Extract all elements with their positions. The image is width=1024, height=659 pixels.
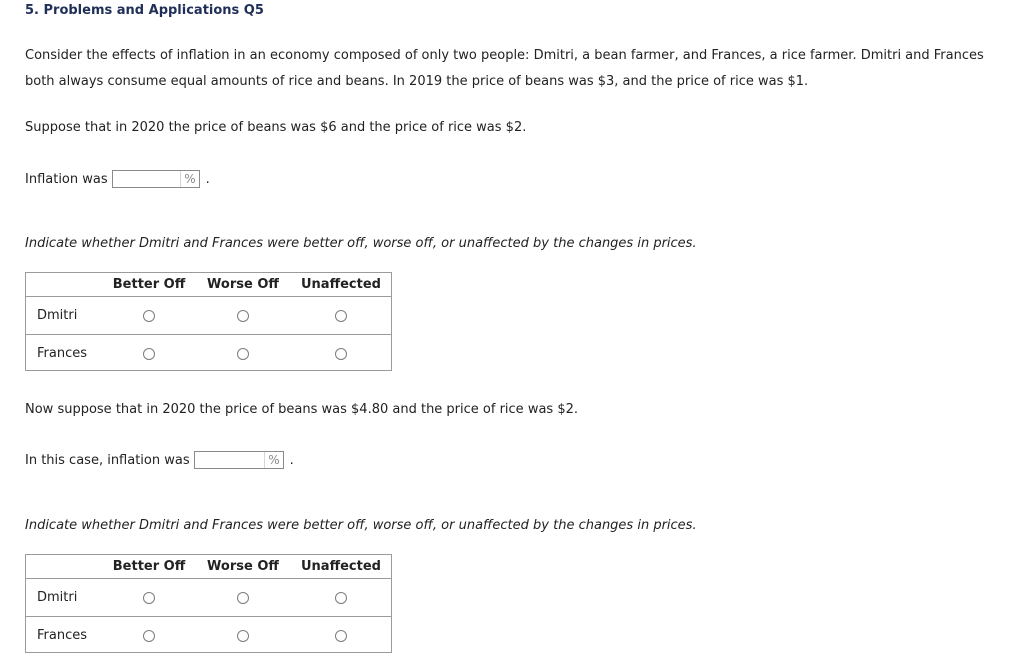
- scenario2-frances-unaffected-radio[interactable]: [335, 630, 347, 642]
- scenario2-row-frances: [26, 616, 391, 654]
- scenario2-dmitri-unaffected-radio[interactable]: [335, 592, 347, 604]
- scenario2-row-dmitri: [26, 579, 391, 616]
- scenario1-frances-unaffected-radio[interactable]: [335, 348, 347, 360]
- scenario2-grid-header: [26, 555, 391, 579]
- scenario2-dmitri-worse-off-radio[interactable]: [237, 592, 249, 604]
- scenario1-period: .: [205, 171, 210, 187]
- scenario1-inflation-row: [25, 170, 210, 188]
- row-label-dmitri: Dmitri: [37, 590, 78, 605]
- row-label-frances: Frances: [37, 628, 88, 643]
- intro-paragraph: Consider the effects of inflation in an economy composed of only two people: Dmitri, a bean farmer, and Frances, a rice farmer. Dmitri and Frances both always consume equal amounts of rice and beans. In 2019 the price of beans was $3, and the price of rice was $1.: [25, 48, 984, 89]
- scenario1-inflation-label: Inflation was: [25, 171, 108, 187]
- row-label-frances: Frances: [37, 346, 88, 361]
- col-better-off: Better Off: [112, 277, 186, 292]
- col-better-off: Better Off: [112, 559, 186, 574]
- col-unaffected: Unaffected: [301, 559, 381, 574]
- scenario1-row-dmitri: [26, 297, 391, 334]
- scenario2-inflation-field[interactable]: [194, 451, 284, 469]
- scenario1-dmitri-worse-off-radio[interactable]: [237, 310, 249, 322]
- scenario1-frances-worse-off-radio[interactable]: [237, 348, 249, 360]
- problem-title: 5. Problems and Applications Q5: [25, 3, 264, 18]
- col-unaffected: Unaffected: [301, 277, 381, 292]
- scenario1-text: Suppose that in 2020 the price of beans was $6 and the price of rice was $2.: [25, 120, 527, 135]
- scenario1-percent-unit: %: [180, 171, 198, 187]
- scenario1-dmitri-unaffected-radio[interactable]: [335, 310, 347, 322]
- scenario1-instruction: Indicate whether Dmitri and Frances were better off, worse off, or unaffected by the changes in prices.: [25, 236, 697, 251]
- scenario1-row-frances: [26, 334, 391, 372]
- scenario2-text: Now suppose that in 2020 the price of beans was $4.80 and the price of rice was $2.: [25, 402, 578, 417]
- scenario2-inflation-input[interactable]: [108, 452, 264, 468]
- scenario2-frances-worse-off-radio[interactable]: [237, 630, 249, 642]
- scenario1-grid: [25, 272, 392, 371]
- scenario2-period: .: [289, 452, 294, 468]
- scenario1-frances-better-off-radio[interactable]: [143, 348, 155, 360]
- scenario1-dmitri-better-off-radio[interactable]: [143, 310, 155, 322]
- row-label-dmitri: Dmitri: [37, 308, 78, 323]
- scenario2-percent-unit: %: [264, 452, 282, 468]
- scenario2-frances-better-off-radio[interactable]: [143, 630, 155, 642]
- scenario2-dmitri-better-off-radio[interactable]: [143, 592, 155, 604]
- scenario2-inflation-row: [25, 451, 294, 469]
- scenario2-inflation-label: In this case, inflation was: [25, 452, 190, 468]
- scenario2-instruction: Indicate whether Dmitri and Frances were better off, worse off, or unaffected by the changes in prices.: [25, 518, 697, 533]
- scenario2-grid: [25, 554, 392, 653]
- scenario1-grid-header: [26, 273, 391, 297]
- scenario1-inflation-field[interactable]: [112, 170, 200, 188]
- col-worse-off: Worse Off: [207, 277, 279, 292]
- scenario1-inflation-input[interactable]: [24, 171, 180, 187]
- col-worse-off: Worse Off: [207, 559, 279, 574]
